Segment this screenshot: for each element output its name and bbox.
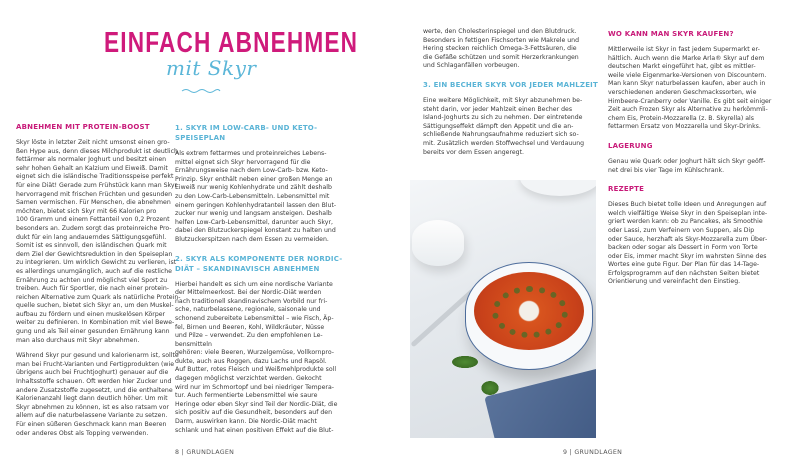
text-line: Eine weitere Möglichkeit, mit Skyr abzunehmen be- [423,96,583,104]
text-line: Inhaltsstoffe schauen. Oft werden hier Zucker und [16,378,172,386]
napkin [484,365,596,438]
text-line: sche, naturbelassene, regionale, saisonale und [175,306,321,314]
text-line: Mittlerweile ist Skyr in fast jedem Supermarkt er- [608,46,760,53]
section-heading [608,184,771,194]
section-heading [175,123,342,143]
text-line: Eiweiß nur wenig Kohlenhydrate und zählt deshalb [175,184,332,192]
text-line: 1. SKYR IM LOW-CARB- UND KETO- [175,124,318,132]
text-line: und Schlaganfällen vorbeugen. [423,62,520,70]
text-line: eignet sich die isländische Traditionsspeise perfekt [16,173,174,181]
text-line: Skyr abnehmen zu können, ist es also ratsam vor [16,403,169,411]
text-line: übrigens auch bei Fruchtjoghurt) genauer auf die [16,369,169,377]
text-line: Ernährung zu achten und möglichst viel Sport zu [16,276,168,284]
section-heading [608,141,771,151]
section-heading [608,29,771,39]
text-line: griert werden kann: ob zu Pancakes, als Smoothie [608,218,763,226]
column-low-carb-nordic [175,123,342,435]
column-nordic-continued [423,28,598,157]
text-line: und Pilze – verwendet. Zu den empfohlenen Le- [175,332,323,340]
paragraph [423,28,598,71]
text-line: Während Skyr pur gesund und kalorienarm ist, sollte [16,352,179,360]
text-line: Darm, auswirken kann. Die Nordic-Diät macht [175,418,317,426]
text-line: sich positiv auf die Gesundheit, besonders auf den [175,409,332,417]
text-line: helfen Low-Carb-Lebensmittel, darunter auch Skyr, [175,218,333,226]
text-line: Sättigungseffekt dämpft den Appetit und die an- [423,122,574,130]
text-line: dem Ziel der Gewichtsreduktion in den Speiseplan [16,250,173,258]
column-protein-boost [16,122,180,438]
text-line: treiben. Auch für Sportler, die nach einer protein- [16,285,170,293]
text-line: sehr hohen Gehalt an Kalzium und Eiweiß. Damit [16,164,168,172]
page-number-left: 8 | GRUNDLAGEN [175,449,235,456]
text-line: quelle suchen, bietet sich Skyr an, um den Muskel- [16,302,174,310]
text-line: REZEPTE [608,185,645,194]
text-line: mittel eignet sich Skyr hervorragend für die [175,158,311,166]
text-line: Genau wie Quark oder Joghurt hält sich Skyr geöff- [608,157,766,165]
text-line: hältlich. Auch wenn die Marke Arla® Skyr auf dem [608,54,765,62]
text-line: dukte, auch aus Roggen, dazu Lachs und Rapsöl. [175,357,327,365]
parsley [450,355,480,369]
text-line: weile viele Eigenmarke-Versionen von Discountern. [608,71,767,79]
paragraph [16,139,180,345]
text-line: Besonders in fettigen Fischsorten wie Makrele und [423,36,580,44]
text-line: gung und als Teil einer gesunden Ernährung kann [16,328,170,336]
text-line: möchten, bietet sich Skyr mit 66 Kalorien pro [16,207,157,215]
text-line: backen oder sogar als Dessert in Form von Torte [608,244,758,252]
text-line: 2. SKYR ALS KOMPONENTE DER NORDIC- [175,254,343,263]
page-subtitle: mit Skyr [166,56,257,80]
text-line: Kalorienanzahl liegt dann deutlich höher. Um mit [16,395,168,403]
text-line: Heringe oder eben Skyr sind Teil der Nordic-Diät, die [175,400,338,408]
text-line: oder Eis, immer macht Skyr im wahrsten Sinne des [608,252,767,260]
text-line: zu integrieren. Um wirklich Gewicht zu verlieren, ist [16,259,177,267]
section-heading [16,122,180,132]
text-line: reichen Alternative zum Quark als natürliche Protein- [16,293,181,301]
page-number-right: 9 | GRUNDLAGEN [563,449,623,456]
background-bowl [520,180,596,196]
paragraph [608,46,771,132]
text-line: zucker nur wenig und langsam ansteigen. Deshalb [175,210,332,218]
column-buying-storage-recipes [608,29,771,287]
text-line: wird nur im Schmortopf und bei niedriger Tempera- [175,383,334,391]
paragraph [608,201,771,287]
wave-divider-icon [181,88,221,94]
text-line: hervorragend mit frischen Früchten und gesunden [16,190,173,198]
text-line: welch vielfältige Weise Skyr in den Speiseplan inte- [608,209,768,217]
text-line: Orientierung und vereinfacht den Einstieg. [608,278,741,286]
text-line: schlank und hat einen positiven Effekt auf die Blut- [175,426,334,434]
paragraph [16,352,180,438]
paragraph [608,158,771,175]
text-line: verschiedenen anderen Geschmackssorten, wie [608,88,757,96]
soup-photo [410,180,596,438]
text-line: dagegen möglichst verzichtet werden. Gekocht [175,375,322,383]
text-line: oder anderes Obst als Topping verwenden. [16,429,149,437]
page-title: EINFACH ABNEHMEN [104,27,359,59]
text-line: werte, den Cholesterinspiegel und den Blutdruck. [423,28,577,35]
paragraph [175,150,342,245]
text-line: man bei Frucht-Varianten und Fertigprodukten (wie [16,360,175,368]
text-line: Ernährungsweise nach dem Low-Carb- bzw. Keto- [175,167,328,175]
text-line: Somit ist es sinnvoll, den isländischen Quark mit [16,242,167,250]
text-line: Hering stecken reichlich Omega-3-Fettsäuren, die [423,45,577,53]
text-line: ßen Hype aus, denn dieses Milchprodukt ist deutlich [16,147,178,155]
paragraph [175,281,342,436]
text-line: dukt für ein lang andauerndes Sättigungsgefühl. [16,233,167,241]
text-line: Himbeere-Cranberry oder Vanille. Es gibt seit einiger [608,97,772,105]
text-line: Zeit auch Frozen Skyr als Alternative zu herkömmli- [608,106,768,114]
text-line: Als extrem fettarmes und proteinreiches Lebens- [175,150,327,157]
section-heading [175,254,342,274]
text-line: einem geringen Kohlenhydratanteil lassen den Blut- [175,201,337,209]
text-line: Dieses Buch bietet tolle Ideen und Anregungen auf [608,201,767,209]
section-heading [423,80,598,90]
paragraph [423,97,598,157]
text-line: Für einen süßeren Geschmack kann man Beeren [16,421,167,428]
text-line: der Mittelmeerkost. Bei der Nordic-Diät werden [175,289,322,297]
text-line: Erfolgsprogramm auf den nächsten Seiten bietet [608,269,760,277]
text-line: bereits vor dem Essen angeregt. [423,148,525,156]
text-line: für eine Diät! Gerade zum Frühstück kann man Skyr [16,181,178,189]
text-line: WO KANN MAN SKYR KAUFEN? [608,30,734,38]
text-line: 3. EIN BECHER SKYR VOR JEDER MAHLZEIT [423,80,598,89]
text-line: fettarmen Ersatz von Mozzarella und Skyr-Drinks. [608,123,761,131]
text-line: schonend zubereitete Lebensmittel – wie Fisch, Äp- [175,314,334,322]
text-line: deutschen Markt eingeführt hat, gibt es mittler- [608,63,756,71]
text-line: Skyr löste in letzter Zeit nicht umsonst einen gro- [16,139,170,146]
text-line: fettärmer als normaler Joghurt und besitzt einen [16,156,167,164]
text-line: Blutzuckerspitzen nach dem Essen zu vermeiden. [175,235,329,243]
text-line: weiter zu definieren. In Kombination mit viel Bewe- [16,319,175,327]
text-line: Island-Joghurts zu sich zu nehmen. Der eintretende [423,114,583,122]
text-line: oder Sauce, herzhaft als Skyr-Mozzarella zum Über- [608,235,768,243]
text-line: steht darin, vor jeder Mahlzeit einen Becher des [423,105,573,113]
text-line: nach traditionell skandinavischem Vorbild nur fri- [175,297,328,305]
text-line: man also durchaus mit Skyr abnehmen. [16,336,140,344]
text-line: es allerdings unumgänglich, auch auf die restliche [16,267,172,275]
text-line: fel, Birnen und Beeren, Kohl, Wildkräuter, Nüsse [175,323,325,331]
text-line: net drei bis vier Tage im Kühlschrank. [608,166,725,174]
text-line: DIÄT – SKANDINAVISCH ABNEHMEN [175,264,320,273]
text-line: tur. Auch fermentierte Lebensmittel wie saure [175,392,318,400]
herbs [492,286,568,338]
text-line: andere Zusatzstoffe zugesetzt, und die enthaltene [16,386,173,394]
text-line: mit. Zusätzlich werden Stoffwechsel und Verdauung [423,139,585,147]
text-line: gehören: viele Beeren, Wurzelgemüse, Vollkornpro- [175,349,334,357]
text-line: Hierbei handelt es sich um eine nordische Variante [175,280,333,288]
text-line: zu den Low-Carb-Lebensmitteln. Lebensmittel mit [175,192,330,200]
text-line: 100 Gramm und einem Fettanteil von 0,2 Prozent [16,216,170,224]
text-line: die Gefäße schützen und somit Herzerkrankungen [423,53,579,61]
text-line: aufbau zu fördern und einen muskelösen Körper [16,310,166,318]
text-line: chem Eis, Protein-Mozzarella (z. B. Skyrella) als [608,114,754,122]
text-line: LAGERUNG [608,141,653,150]
skyr-cup [412,220,464,266]
text-line: oder Lassi, zum Verfeinern von Suppen, als Dip [608,226,755,234]
text-line: Wortes eine gute Figur. Der Plan für das 14-Tage- [608,261,760,269]
text-line: Auf Butter, rotes Fleisch und Weißmehlprodukte soll [175,366,337,374]
text-line: bensmitteln [175,340,212,348]
text-line: Man kann Skyr naturbelassen kaufen, aber auch in [608,80,766,88]
text-line: schließende Nahrungsaufnahme reduziert sich so- [423,131,579,139]
text-line: besonders an. Zudem sorgt das proteinreiche Pro- [16,224,172,232]
text-line: Prinzip. Skyr enthält neben einer großen Menge an [175,175,333,183]
text-line: Samen vermischen. Für Menschen, die abnehmen [16,199,171,207]
text-line: SPEISEPLAN [175,134,226,142]
text-line: ABNEHMEN MIT PROTEIN-BOOST [16,123,150,131]
text-line: dabei den Blutzuckerspiegel konstant zu halten und [175,227,336,235]
text-line: allem auf die naturbelassene Variante zu setzen. [16,412,168,420]
